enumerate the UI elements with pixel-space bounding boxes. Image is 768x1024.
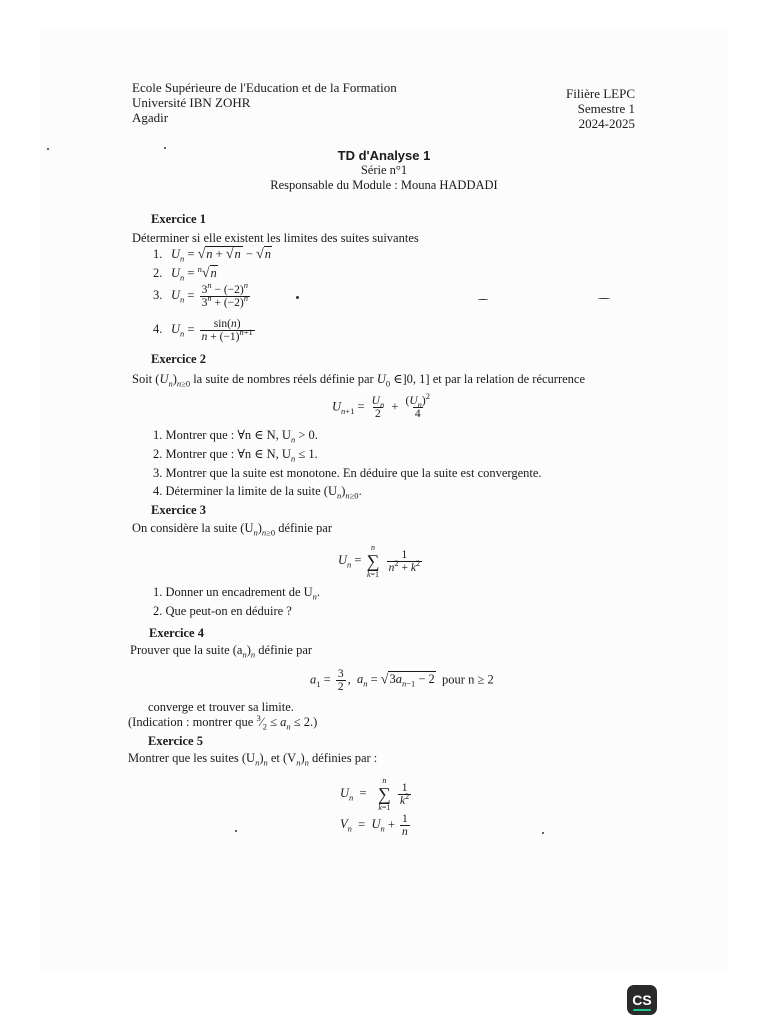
list-number: 4. xyxy=(153,322,163,337)
ex5-v-formula: $V_n = U_n$ + $\frac{1}{n}$ xyxy=(340,813,408,838)
ex3-item-2: 2. Que peut-on en déduire ? xyxy=(153,604,292,618)
exercise-1-intro: Déterminer si elle existent les limites des suites suivantes xyxy=(132,231,419,245)
exercise-1-heading: Exercice 1 xyxy=(151,212,206,226)
title-block xyxy=(0,148,768,193)
header-right xyxy=(566,86,635,131)
ex5-u-formula: $U_n$ = n ∑ k=1 $\frac{1}{k^2}$ xyxy=(340,776,410,812)
scan-speck xyxy=(542,832,544,834)
serie-label: Série n°1 xyxy=(360,163,408,177)
ex1-item-3: 3. $U_n$ = $\frac{3^n - (-2)^n}{3^n + (-2)^n}$ xyxy=(153,280,248,309)
ex2-item-1: 1. Montrer que : ∀n ∈ N, $U_n > 0$. xyxy=(153,428,318,445)
ex3-sum-formula: $U_n$ = n ∑ k=1 $\frac{1}{n^2 + k^2}$ xyxy=(338,543,421,579)
ex2-item-4: 4. Déterminer la limite de la suite $(U_n)_{n\ge 0}$. xyxy=(153,484,362,501)
list-number: 2. xyxy=(153,266,163,280)
year-label: 2024-2025 xyxy=(578,116,635,131)
document-title: TD d'Analyse 1 xyxy=(337,148,431,163)
city-name: Agadir xyxy=(132,110,169,125)
semestre-label: Semestre 1 xyxy=(577,101,635,116)
header-left xyxy=(132,80,397,125)
scan-speck xyxy=(478,299,488,300)
exercise-2-heading: Exercice 2 xyxy=(151,352,206,366)
filiere-label: Filière LEPC xyxy=(566,86,635,101)
ex1-item-2: 2. $U_n = ^n√n$ xyxy=(153,263,217,283)
exercise-4-intro: Prouver que la suite $(a_n)_n$ définie par xyxy=(130,643,313,660)
ex2-item-2: 2. Montrer que : ∀n ∈ N, $U_n \le 1$. xyxy=(153,447,318,464)
exercise-3-heading: Exercice 3 xyxy=(151,503,206,517)
ex4-converge-text: converge et trouver sa limite. xyxy=(148,700,294,714)
camscanner-logo-icon: CS xyxy=(627,985,657,1015)
university-name: Université IBN ZOHR xyxy=(132,95,251,110)
exercise-3-intro: On considère la suite $(U_n)_{n\ge 0}$ définie par xyxy=(132,521,333,538)
scan-speck xyxy=(598,298,610,299)
ex1-item-4: 4. $U_n$ = $\frac{\sin(n)}{n + (-1)^{n+1}}$ xyxy=(153,318,253,343)
ex2-recurrence-formula: $U_{n+1}$ = $\frac{U_n}{2}$ + $\frac{(U_n)^2}{4}$ xyxy=(332,391,431,420)
exercise-5-heading: Exercice 5 xyxy=(148,734,203,748)
exercise-4-heading: Exercice 4 xyxy=(149,626,204,640)
scan-speck xyxy=(235,830,237,832)
institution-name: Ecole Supérieure de l'Education et de la Formation xyxy=(132,80,397,95)
scan-speck xyxy=(296,296,299,299)
ex2-item-3: 3. Montrer que la suite est monotone. En déduire que la suite est convergente. xyxy=(153,466,542,480)
list-number: 3. xyxy=(153,288,163,303)
ex4-indication: (Indication : montrer que $^3⁄_2 \le a_n \le 2$.) xyxy=(128,712,318,732)
ex3-item-1: 1. Donner un encadrement de $U_n$. xyxy=(153,585,321,602)
list-number: 1. xyxy=(153,247,163,261)
ex4-sequence-formula: $a_1$ = $\frac{3}{2}$ , $a_n = √3a_{n-1} - 2$ pour n ≥ 2 xyxy=(310,668,494,693)
exercise-2-intro: Soit $(U_n)_{n\ge 0}$ la suite de nombres réels définie par $U_0$ ∈]0, 1] et par la relation de récurrence xyxy=(132,372,586,389)
exercise-5-intro: Montrer que les suites $(U_n)_n$ et $(V_n)_n$ définies par : xyxy=(128,751,378,768)
ex1-item-1: 1. $U_n = √n + √n - √n$ xyxy=(153,247,272,264)
responsable-label: Responsable du Module : Mouna HADDADI xyxy=(270,178,498,192)
